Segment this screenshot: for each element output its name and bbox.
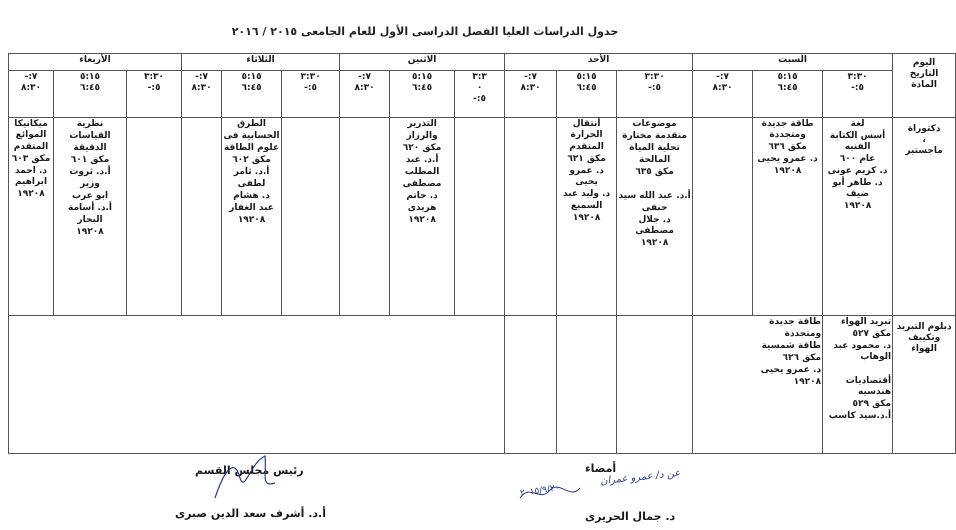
course-line: ١٩٢٠٨ [640,238,669,248]
slot-sun-2: ٥:١٥ ٦:٤٥ [557,71,617,118]
empty-cell [693,118,753,316]
course-cell [823,316,893,454]
empty-cell [9,316,505,454]
course-line: طاقة جديدة ومتجددة [761,119,814,140]
slot-tue-2: ٥:١٥ ٦:٤٥ [222,71,282,118]
course-line: مكق ٦٣٦ [768,142,807,152]
slot-sat-1: ٣:٣٠ ٥:- [823,71,893,118]
course-line: عام ٦٠٠ [839,154,876,164]
course-line [824,364,891,375]
slot-sat-2: ٥:١٥ ٦:٤٥ [753,71,823,118]
slot-sat-3: ٧:- ٨:٣٠ [693,71,753,118]
day-header-mon: الاثنين [340,54,505,71]
course-line: المالحة [638,155,671,165]
signature-right-name: د. جمال الحريرى [585,510,676,523]
course-line: مكق ٦٢٦ [782,353,822,363]
course-line: ١٩٢٠٨ [17,189,45,199]
course-line: مكق ٦٠١ [70,155,110,165]
course-line: تبريد الهواء [840,317,892,327]
course-line: مكق ٦٠٢ [232,155,271,165]
course-line: الدقيقة [73,143,107,153]
course-line: د. عمرو يحيى [569,166,604,187]
signature-left-title: رئيس مجلس القسم [195,464,304,477]
course-line: ومتجددة [784,329,822,339]
course-line: د. وليد عبد [563,189,611,199]
empty-cell [557,316,617,454]
course-cell [617,118,693,316]
course-line: لغة [850,119,865,129]
signature-left-name: أ.د. أشرف سعد الدين صبرى [175,507,327,520]
course-line: ١٩٢٠٨ [773,166,802,176]
course-line: أ.د. عبد [405,155,439,165]
course-line: المتقدم [13,142,49,152]
course-line: ١٩٢٠٨ [76,227,104,237]
slot-tue-3: ٧:- ٨:٣٠ [182,71,222,118]
course-line: أنتقال الحرارة [570,119,603,140]
empty-cell [617,316,693,454]
course-line: مصطفى [402,179,442,189]
course-cell [222,118,282,316]
course-line: ١٩٢٠٨ [572,213,601,223]
course-line: ١٩٢٠٨ [843,201,872,211]
slot-mon-3: ٧:- ٨:٣٠ [340,71,390,118]
course-line: القياسات [69,131,111,141]
course-cell [557,118,617,316]
empty-cell [505,316,557,454]
course-line: ١٩٢٠٨ [793,377,822,387]
course-line: د. جلال مصطفى [635,215,674,236]
course-line: متقدمة مختارة [622,131,687,141]
course-line: والرزاز [406,131,438,141]
signature-right-date: ٢٠١٥/٩/٢٠ [519,483,561,499]
course-line: أسس الكتابة الفنيه [829,131,886,152]
course-line: أ.د. عبد الله سيد [618,191,691,201]
slot-wed-3: ٧:- ٨:٣٠ [9,71,54,118]
course-cell [693,316,823,454]
row-label-diploma-hvac: دبلوم التبريد وتكييف الهواء [893,316,956,454]
handwritten-signature-mark [205,448,295,508]
course-line: د. عمرو يحيى [757,154,818,164]
slot-mon-2: ٥:١٥ ٦:٤٥ [390,71,455,118]
empty-cell [182,118,222,316]
signature-right-handwritten: عن د/ عمرو عمران [599,467,681,488]
course-line: هريدى [407,203,437,213]
empty-cell [455,118,505,316]
course-line: الحسابية فى [223,131,280,141]
course-line: د. هشام [233,191,270,201]
slot-sun-3: ٧:- ٨:٣٠ [505,71,557,118]
slot-sun-1: ٣:٣٠ ٥:- [617,71,693,118]
corner-day-label: اليوم [912,58,936,68]
slot-wed-1: ٣:٣٠ ٥:- [127,71,182,118]
course-line: أقتصاديات هندسيه [845,376,892,397]
course-line: عبد الغفار [229,203,274,213]
course-line: د. محمود عبد الوهاب [833,341,892,362]
course-line: مكق ٦٣٥ [635,167,674,177]
slot-tue-1: ٣:٣٠ ٥:- [282,71,340,118]
page-title: جدول الدراسات العليا الفصل الدراسى الأول للعام الجامعى ٢٠١٥ / ٢٠١٦ [231,25,619,38]
course-cell [753,118,823,316]
schedule-table [8,53,956,454]
course-line: السميع [570,201,603,211]
course-line: د. احمد ابراهيم [14,166,48,187]
course-cell [9,118,54,316]
course-line: ميكانيكا الموائع [14,119,48,140]
course-cell [390,118,455,316]
course-line: البحار [77,215,103,225]
day-header-sun: الأحد [505,54,693,71]
course-line: مكق ٦٠٣ [11,154,51,164]
day-header-sat: السبت [693,54,893,71]
course-line: لطفى [237,179,266,189]
course-line: أ.د.سيد كاسب [828,411,892,421]
course-line: د. عمرو يحيى [760,365,822,375]
course-line: المتقدم [569,142,604,152]
course-line: الطرق [237,119,266,129]
handwritten-signature-mark [515,478,585,508]
row-label-phd-masters: دكتوراة ، ماجستير [893,118,956,316]
course-line: ١٩٢٠٨ [408,215,436,225]
slot-mon-1: ٣:٣ ٠ ٥:- [455,71,505,118]
course-line: د. طاهر أبو ضيف [832,178,883,199]
course-line: أ.د. ثامر [233,167,270,177]
course-line: التذرير [407,119,437,129]
course-line: مكق ٦٢١ [567,154,606,164]
course-cell [823,118,893,316]
empty-cell [505,118,557,316]
course-line: نظرية [76,119,104,129]
empty-cell [340,118,390,316]
corner-subject-label: المادة [911,80,937,90]
course-line: طاقة شمسية [761,341,822,351]
course-line: تحلية المياة [629,143,680,153]
corner-date-label: التاريخ [909,69,939,79]
day-header-wed: الأربعاء [9,54,182,71]
course-line [618,179,691,190]
course-line: مكق ٥٢٩ [852,399,892,409]
course-line: موضوعات [632,119,677,129]
slot-wed-2: ٥:١٥ ٦:٤٥ [54,71,127,118]
course-line: مكق ٦٢٠ [402,143,442,153]
course-line: أ.د. أسامة [68,203,113,213]
course-line: طاقة جديدة [769,317,822,327]
course-line: حنفى [641,203,668,213]
signature-right-title: أمضاء [585,462,617,475]
corner-header [893,54,956,118]
course-line: وزير [80,179,100,189]
course-cell [54,118,127,316]
empty-cell [282,118,340,316]
course-line: مكق ٥٢٧ [852,329,892,339]
day-header-tue: الثلاثاء [182,54,340,71]
course-line: ابو عرب [72,191,109,201]
course-line: أ.د. ثروت [69,167,111,177]
course-line: ١٩٢٠٨ [237,215,266,225]
course-line: المطلب [404,167,440,177]
empty-cell [127,118,182,316]
course-line: علوم الطاقة [223,143,280,153]
course-line: د. كريم عونى [827,166,888,176]
course-line: د. حاتم [406,191,438,201]
